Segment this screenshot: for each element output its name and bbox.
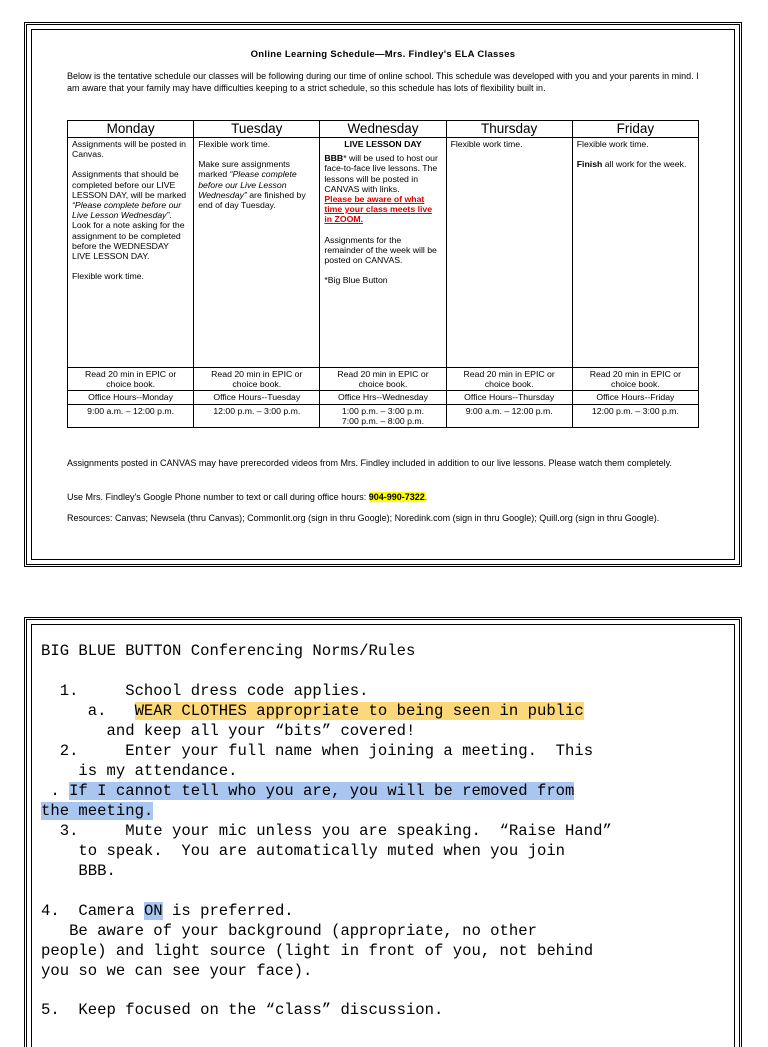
wednesday-plan [320, 138, 446, 368]
thursday-office-label: Office Hours--Thursday [446, 391, 572, 404]
day-header-row [68, 121, 699, 138]
rule-1a-highlight: WEAR CLOTHES appropriate to being seen in public [134, 702, 584, 720]
monday-p2 [72, 169, 189, 261]
rule-1a-marker: a. [41, 702, 135, 720]
wednesday-zoom-warning: Please be aware of what time your class meets live in ZOOM. [324, 194, 433, 225]
tuesday-p2 [198, 159, 315, 210]
rule-4 [41, 901, 294, 921]
schedule-page [24, 22, 742, 567]
wednesday-p1-text: * will be used to host our face-to-face live lessons. The lessons will be posted in CANVAS with links. [324, 153, 438, 194]
wednesday-office-time-1: 1:00 p.m. – 3:00 p.m. [341, 405, 425, 416]
rule-1: 1. School dress code applies. [41, 682, 369, 700]
canvas-video-note: Assignments posted in CANVAS may have prerecorded videos from Mrs. Findley included in addition to our live lessons. Please watch them completely. [67, 458, 672, 468]
tuesday-plan [194, 138, 320, 368]
rule-4-cont-2: people) and light source (light in front of you, not behind [41, 942, 594, 960]
tuesday-reading: Read 20 min in EPIC or choice book. [194, 368, 320, 391]
day-header-friday: Friday [572, 121, 698, 138]
monday-p2-text: Assignments that should be completed before our LIVE LESSON DAY, will be marked [72, 169, 187, 200]
rule-2b [41, 781, 574, 801]
phone-number: 904-990-7322 [368, 492, 425, 502]
schedule-table [67, 120, 699, 428]
schedule-title: Online Learning Schedule—Mrs. Findley's ELA Classes [250, 49, 516, 60]
day-header-monday: Monday [68, 121, 194, 138]
friday-office-time: 12:00 p.m. – 3:00 p.m. [572, 404, 698, 427]
rule-3: 3. Mute your mic unless you are speaking. “Raise Hand” [41, 822, 612, 840]
tuesday-p1: Flexible work time. [198, 139, 271, 149]
reading-row [68, 368, 699, 391]
wednesday-office-label: Office Hrs--Wednesday [320, 391, 446, 404]
resources-note: Resources: Canvas; Newsela (thru Canvas); Commonlit.org (sign in thru Google); Noredink.com (sign in thru Google); Quill.org (sign in thru Google). [67, 513, 660, 523]
rule-4-highlight: ON [143, 902, 163, 920]
rule-1a [41, 701, 584, 721]
tuesday-office-label: Office Hours--Tuesday [194, 391, 320, 404]
wednesday-office-time [320, 404, 446, 427]
phone-note [67, 492, 699, 504]
monday-p2-rest: . Look for a note asking for the assignment to be completed before the WEDNESDAY LIVE LESSON DAY. [72, 210, 185, 262]
day-header-tuesday: Tuesday [194, 121, 320, 138]
monday-p1: Assignments will be posted in Canvas. [72, 139, 186, 160]
monday-p3: Flexible work time. [72, 271, 144, 282]
friday-finish: Finish [576, 159, 603, 170]
rule-2: 2. Enter your full name when joining a meeting. This [41, 742, 594, 760]
rule-4-cont-3: you so we can see your face). [41, 962, 313, 980]
tuesday-p2-text: Make sure assignments marked [198, 159, 290, 180]
friday-plan [572, 138, 698, 368]
rule-2b-highlight-2: the meeting. [41, 802, 154, 820]
friday-office-label: Office Hours--Friday [572, 391, 698, 404]
wednesday-office-time-2: 7:00 p.m. – 8:00 p.m. [341, 415, 425, 426]
monday-plan [68, 138, 194, 368]
office-hours-label-row [68, 391, 699, 404]
monday-office-time: 9:00 a.m. – 12:00 p.m. [68, 404, 194, 427]
office-hours-time-row [68, 404, 699, 427]
day-header-thursday: Thursday [446, 121, 572, 138]
phone-note-period: . [424, 492, 428, 502]
phone-note-text: Use Mrs. Findley's Google Phone number to text or call during office hours: [67, 492, 369, 502]
wednesday-p3: *Big Blue Button [324, 275, 388, 286]
wednesday-p1 [324, 153, 441, 224]
plan-row [68, 138, 699, 368]
thursday-office-time: 9:00 a.m. – 12:00 p.m. [446, 404, 572, 427]
rule-1a-cont: and keep all your “bits” covered! [41, 722, 416, 740]
rule-4-text: 4. Camera [41, 902, 144, 920]
friday-p2 [577, 159, 694, 169]
rule-2-cont: is my attendance. [41, 762, 238, 780]
thursday-p1: Flexible work time. [450, 139, 523, 149]
rule-3-cont-2: BBB. [41, 862, 116, 880]
friday-p2-text: all work for the week. [602, 159, 687, 170]
wednesday-reading: Read 20 min in EPIC or choice book. [320, 368, 446, 391]
wednesday-p2: Assignments for the remainder of the week will be posted on CANVAS. [324, 234, 437, 266]
schedule-intro: Below is the tentative schedule our classes will be following during our time of online school. This schedule was developed with you and your parents in mind. I am aware that your family may have difficulties keeping to a strict schedule, so this schedule has lots of flexibility built in. [67, 71, 699, 93]
tuesday-p2-quote: “Please complete before our Live Lesson Wednesday” [198, 169, 297, 200]
rule-4-rest: is preferred. [162, 902, 294, 920]
friday-p1: Flexible work time. [576, 139, 649, 149]
monday-office-label: Office Hours--Monday [68, 391, 194, 404]
wednesday-heading: LIVE LESSON DAY [344, 139, 422, 149]
thursday-reading: Read 20 min in EPIC or choice book. [446, 368, 572, 391]
friday-reading: Read 20 min in EPIC or choice book. [572, 368, 698, 391]
wednesday-bbb: BBB [324, 153, 344, 164]
day-header-wednesday: Wednesday [320, 121, 446, 138]
rule-2b-cont [41, 801, 153, 821]
rule-2b-marker: . [41, 782, 70, 800]
rule-4-cont-1: Be aware of your background (appropriate, no other [41, 922, 537, 940]
tuesday-office-time: 12:00 p.m. – 3:00 p.m. [194, 404, 320, 427]
tuesday-p2-rest: are finished by end of day Tuesday. [198, 189, 306, 211]
monday-p2-quote: “Please complete before our Live Lesson Wednesday” [72, 200, 182, 221]
rule-5: 5. Keep focused on the “class” discussion. [41, 1001, 444, 1019]
thursday-plan [446, 138, 572, 368]
rule-2b-highlight-1: If I cannot tell who you are, you will be removed from [69, 782, 575, 800]
rules-title: BIG BLUE BUTTON Conferencing Norms/Rules [41, 642, 416, 660]
monday-reading: Read 20 min in EPIC or choice book. [68, 368, 194, 391]
rule-3-cont-1: to speak. You are automatically muted when you join [41, 842, 566, 860]
